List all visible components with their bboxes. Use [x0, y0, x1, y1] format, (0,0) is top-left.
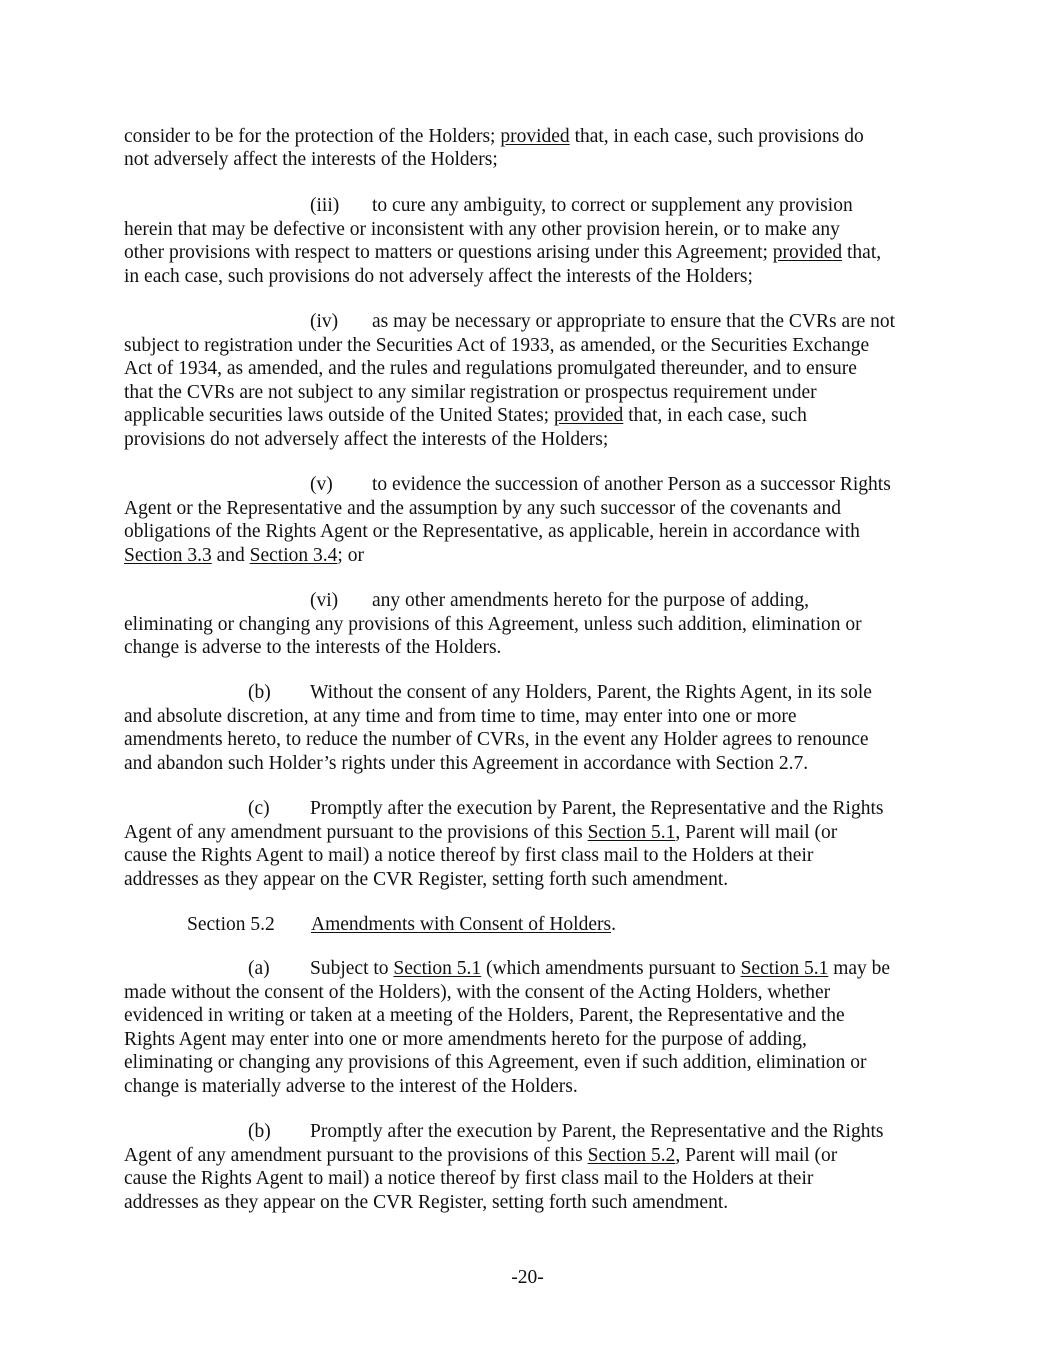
text-run: and: [211, 545, 250, 566]
underlined-term: provided: [772, 242, 843, 263]
text-run: that, in each case, such provisions do: [569, 126, 864, 147]
text-run: ; or: [337, 545, 364, 566]
text-run: Subject to: [310, 958, 394, 979]
text-line: addresses as they appear on the CVR Register, setting forth such amendment.: [124, 1192, 729, 1213]
text-line: [310, 473, 891, 497]
section-reference-link[interactable]: Section 5.1: [740, 958, 829, 979]
text-line: [310, 194, 853, 218]
clause-label: (v): [310, 474, 333, 495]
text-line: Act of 1934, as amended, and the rules and regulations promulgated thereunder, and to ensure: [124, 358, 857, 379]
text-run: consider to be for the protection of the Holders;: [124, 126, 501, 147]
underlined-term: provided: [500, 126, 570, 147]
text-run: that, in each case, such: [623, 405, 807, 426]
text-run: as may be necessary or appropriate to ensure that the CVRs are not: [372, 311, 896, 332]
text-line: cause the Rights Agent to mail) a notice thereof by first class mail to the Holders at their: [124, 1168, 814, 1189]
text-line: [248, 797, 883, 821]
text-line: in each case, such provisions do not adversely affect the interests of the Holders;: [124, 266, 753, 287]
clause-label: (b): [248, 1121, 271, 1142]
clause-label: (iii): [310, 195, 340, 216]
text-line: [124, 821, 837, 845]
text-line: [310, 310, 895, 334]
clause-label: (c): [248, 798, 270, 819]
text-line: obligations of the Rights Agent or the Representative, as applicable, herein in accordance with: [124, 521, 860, 542]
section-reference-link[interactable]: Section 3.3: [124, 545, 212, 566]
text-line: addresses as they appear on the CVR Register, setting forth such amendment.: [124, 869, 729, 890]
text-line: provisions do not adversely affect the interests of the Holders;: [124, 429, 609, 450]
text-line: [187, 913, 616, 937]
section-reference-link[interactable]: Section 5.1: [587, 822, 676, 843]
underlined-term: provided: [553, 405, 624, 426]
text-line: and absolute discretion, at any time and from time to time, may enter into one or more: [124, 706, 797, 727]
text-run: may be: [828, 958, 891, 979]
text-run: that,: [842, 242, 882, 263]
text-run: Without the consent of any Holders, Parent, the Rights Agent, in its sole: [310, 682, 872, 703]
text-run: Promptly after the execution by Parent, the Representative and the Rights: [310, 798, 884, 819]
text-line: Rights Agent may enter into one or more amendments hereto for the purpose of adding,: [124, 1029, 807, 1050]
text-line: [124, 544, 364, 568]
text-line: and abandon such Holder’s rights under this Agreement in accordance with Section 2.7.: [124, 753, 809, 774]
text-line: [310, 589, 809, 613]
text-line: [248, 957, 890, 981]
text-line: [124, 125, 864, 149]
text-line: subject to registration under the Securities Act of 1933, as amended, or the Securities Exchange: [124, 335, 870, 356]
text-run: (which amendments pursuant to: [481, 958, 741, 979]
text-line: [124, 241, 881, 265]
section-reference-link[interactable]: Section 3.4: [249, 545, 338, 566]
clause-label: (a): [248, 958, 270, 979]
text-line: herein that may be defective or inconsistent with any other provision herein, or to make any: [124, 219, 840, 240]
text-line: change is adverse to the interests of the Holders.: [124, 637, 502, 658]
section-reference-link[interactable]: Section 5.1: [393, 958, 482, 979]
section-reference-link[interactable]: Section 5.2: [587, 1145, 676, 1166]
text-run: Agent of any amendment pursuant to the provisions of this: [124, 1145, 588, 1166]
text-line: [248, 1120, 883, 1144]
text-run: applicable securities laws outside of the United States;: [124, 405, 554, 426]
text-run: any other amendments hereto for the purpose of adding,: [372, 590, 809, 611]
text-run: other provisions with respect to matters or questions arising under this Agreement;: [124, 242, 773, 263]
text-run: to cure any ambiguity, to correct or supplement any provision: [372, 195, 853, 216]
text-line: Agent or the Representative and the assumption by any such successor of the covenants and: [124, 498, 841, 519]
text-line: made without the consent of the Holders), with the consent of the Acting Holders, whether: [124, 982, 831, 1003]
text-line: [124, 404, 807, 428]
text-line: that the CVRs are not subject to any similar registration or prospectus requirement under: [124, 382, 817, 403]
text-line: eliminating or changing any provisions of this Agreement, even if such addition, elimination or: [124, 1052, 867, 1073]
text-line: amendments hereto, to reduce the number of CVRs, in the event any Holder agrees to renounce: [124, 729, 869, 750]
text-line: cause the Rights Agent to mail) a notice thereof by first class mail to the Holders at their: [124, 845, 814, 866]
clause-label: (iv): [310, 311, 339, 332]
text-line: change is materially adverse to the interest of the Holders.: [124, 1076, 578, 1097]
text-line: not adversely affect the interests of the Holders;: [124, 149, 498, 170]
text-line: [248, 681, 872, 705]
text-run: , Parent will mail (or: [675, 1145, 838, 1166]
text-run: Agent of any amendment pursuant to the provisions of this: [124, 822, 588, 843]
section-title: Amendments with Consent of Holders: [311, 914, 612, 935]
text-line: eliminating or changing any provisions of this Agreement, unless such addition, elimination or: [124, 614, 862, 635]
text-run: , Parent will mail (or: [675, 822, 838, 843]
text-line: evidenced in writing or taken at a meeting of the Holders, Parent, the Representative and the: [124, 1005, 845, 1026]
text-run: .: [611, 914, 616, 935]
page-number: -20-: [511, 1267, 544, 1288]
text-line: [124, 1144, 837, 1168]
clause-label: (vi): [310, 590, 339, 611]
clause-label: (b): [248, 682, 271, 703]
text-run: Promptly after the execution by Parent, the Representative and the Rights: [310, 1121, 884, 1142]
section-number: Section 5.2: [187, 914, 275, 935]
text-run: to evidence the succession of another Person as a successor Rights: [372, 474, 891, 495]
